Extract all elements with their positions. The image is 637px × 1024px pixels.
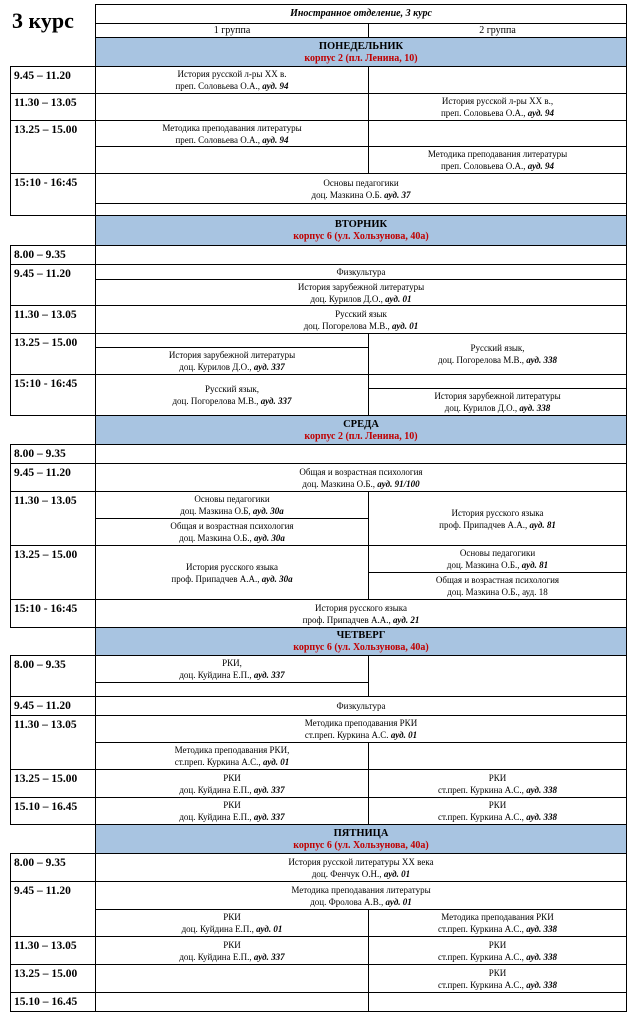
lesson-cell: Методика преподавания РКИ ст.преп. Куркина А.С., ауд. 338 xyxy=(369,910,627,937)
lesson-cell: Основы педагогики доц. Мазкина О.Б. ауд. 37 xyxy=(96,174,627,204)
day-header-friday xyxy=(96,825,627,854)
lesson-cell: Методика преподавания литературы преп. Соловьева О.А., ауд. 94 xyxy=(369,147,627,174)
time-slot: 13.25 – 15.00 xyxy=(11,770,96,798)
lesson-cell: РКИ, доц. Куйдина Е.П., ауд. 337 xyxy=(96,656,369,683)
time-slot: 11.30 – 13.05 xyxy=(11,492,96,546)
day-building: корпус 6 (ул. Хользунова, 40а) xyxy=(293,231,429,242)
corner-cell xyxy=(11,5,96,38)
day-name: СРЕДА xyxy=(343,418,379,430)
time-slot: 9.45 – 11.20 xyxy=(11,697,96,716)
lesson-cell: История русского языка проф. Припадчев А.А., ауд. 81 xyxy=(369,492,627,546)
lesson-cell: Основы педагогики доц. Мазкина О.Б., ауд. 81 xyxy=(369,546,627,573)
time-slot: 11.30 – 13.05 xyxy=(11,306,96,334)
day-building: корпус 2 (пл. Ленина, 10) xyxy=(304,430,418,442)
day-name: ПОНЕДЕЛЬНИК xyxy=(318,40,404,52)
lesson-cell: История русской литературы XX века доц. Фенчук О.Н., ауд. 01 xyxy=(96,854,627,882)
time-slot: 13.25 – 15.00 xyxy=(11,334,96,375)
lesson-cell: РКИ ст.преп. Куркина А.С., ауд. 338 xyxy=(369,937,627,965)
lesson-cell: РКИ доц. Куйдина Е.П., ауд. 337 xyxy=(96,798,369,825)
lesson-cell: История зарубежной литературы доц. Курилов Д.О., ауд. 337 xyxy=(96,348,369,375)
lesson-cell: Методика преподавания литературы доц. Фролова А.В., ауд. 01 xyxy=(96,882,627,910)
time-slot: 8.00 – 9.35 xyxy=(11,246,96,265)
lesson-cell: Русский язык, доц. Погорелова М.В., ауд. 338 xyxy=(369,334,627,375)
group-2-header: 2 группа xyxy=(369,24,627,38)
empty-cell xyxy=(96,204,627,216)
lesson-cell: Русский язык доц. Погорелова М.В., ауд. 01 xyxy=(96,306,627,334)
lesson-cell: РКИ доц. Куйдина Е.П., ауд. 337 xyxy=(96,937,369,965)
day-building: корпус 2 (пл. Ленина, 10) xyxy=(304,52,418,64)
lesson-cell: РКИ ст.преп. Куркина А.С., ауд. 338 xyxy=(369,965,627,993)
empty-cell xyxy=(96,147,369,174)
table-title: Иностранное отделение, 3 курс xyxy=(96,5,627,24)
lesson-cell: Основы педагогики доц. Мазкина О.Б, ауд. 30а xyxy=(96,492,369,519)
empty-cell xyxy=(96,965,369,993)
empty-cell xyxy=(369,743,627,770)
time-slot: 8.00 – 9.35 xyxy=(11,656,96,697)
lesson-cell: Физкультура xyxy=(96,265,627,280)
time-slot: 9.45 – 11.20 xyxy=(11,67,96,94)
lesson-cell: Методика преподавания литературы преп. Соловьева О.А., ауд. 94 xyxy=(96,121,369,147)
schedule-table xyxy=(10,4,627,1012)
lesson-cell: История зарубежной литературы доц. Курилов Д.О., ауд. 01 xyxy=(96,280,627,306)
empty-cell xyxy=(369,67,627,94)
day-name: ПЯТНИЦА xyxy=(333,827,389,839)
lesson-cell: РКИ ст.преп. Куркина А.С., ауд. 338 xyxy=(369,798,627,825)
time-slot: 15:10 - 16:45 xyxy=(11,375,96,416)
time-slot: 13.25 – 15.00 xyxy=(11,546,96,600)
day-header-monday xyxy=(96,38,627,67)
day-name: ВТОРНИК xyxy=(334,219,388,230)
lesson-cell: Физкультура xyxy=(96,697,627,716)
time-slot: 9.45 – 11.20 xyxy=(11,464,96,492)
time-slot: 11.30 – 13.05 xyxy=(11,94,96,121)
day-header-tuesday xyxy=(96,216,627,246)
day-header-wednesday xyxy=(96,416,627,445)
lesson-cell: Русский язык, доц. Погорелова М.В., ауд. 337 xyxy=(96,375,369,416)
time-slot: 15:10 - 16:45 xyxy=(11,600,96,628)
lesson-cell: Общая и возрастная психология доц. Мазкина О.Б., ауд. 18 xyxy=(369,573,627,600)
lesson-cell: История зарубежной литературы доц. Курилов Д.О., ауд. 338 xyxy=(369,389,627,416)
time-slot: 11.30 – 13.05 xyxy=(11,716,96,770)
empty-cell xyxy=(369,375,627,389)
day-building: корпус 6 (ул. Хользунова, 40а) xyxy=(293,839,429,851)
empty-cell xyxy=(369,993,627,1012)
day-building: корпус 6 (ул. Хользунова, 40а) xyxy=(293,642,429,653)
empty-cell xyxy=(96,246,627,265)
empty-cell xyxy=(369,656,627,697)
time-slot: 8.00 – 9.35 xyxy=(11,445,96,464)
time-slot: 15.10 – 16.45 xyxy=(11,993,96,1012)
lesson-cell: История русской л-ры XX в., преп. Соловьева О.А., ауд. 94 xyxy=(369,94,627,121)
day-header-thursday xyxy=(96,628,627,656)
lesson-cell: Методика преподавания РКИ, ст.преп. Куркина А.С., ауд. 01 xyxy=(96,743,369,770)
lesson-cell: Общая и возрастная психология доц. Мазкина О.Б., ауд. 30а xyxy=(96,519,369,546)
lesson-cell: РКИ доц. Куйдина Е.П., ауд. 337 xyxy=(96,770,369,798)
time-slot: 9.45 – 11.20 xyxy=(11,882,96,937)
lesson-cell: Методика преподавания РКИ ст.преп. Куркина А.С. ауд. 01 xyxy=(96,716,627,743)
group-1-header: 1 группа xyxy=(96,24,369,38)
empty-cell xyxy=(96,94,369,121)
lesson-cell: Общая и возрастная психология доц. Мазкина О.Б., ауд. 91/100 xyxy=(96,464,627,492)
empty-cell xyxy=(369,121,627,147)
time-slot: 15:10 - 16:45 xyxy=(11,174,96,216)
time-slot: 13.25 – 15.00 xyxy=(11,965,96,993)
time-slot: 9.45 – 11.20 xyxy=(11,265,96,306)
empty-cell xyxy=(96,683,369,697)
day-name: ЧЕТВЕРГ xyxy=(336,630,386,641)
lesson-cell: РКИ доц. Куйдина Е.П., ауд. 01 xyxy=(96,910,369,937)
time-slot: 15.10 – 16.45 xyxy=(11,798,96,825)
lesson-cell: История русского языка проф. Припадчев А.А., ауд. 21 xyxy=(96,600,627,628)
empty-cell xyxy=(96,334,369,348)
time-slot: 13.25 – 15.00 xyxy=(11,121,96,174)
empty-cell xyxy=(96,993,369,1012)
time-slot: 11.30 – 13.05 xyxy=(11,937,96,965)
lesson-cell: История русской л-ры XX в. преп. Соловьева О.А., ауд. 94 xyxy=(96,67,369,94)
time-slot: 8.00 – 9.35 xyxy=(11,854,96,882)
empty-cell xyxy=(96,445,627,464)
lesson-cell: История русского языка проф. Припадчев А.А., ауд. 30а xyxy=(96,546,369,600)
course-label: 3 курс xyxy=(12,8,74,33)
lesson-cell: РКИ ст.преп. Куркина А.С., ауд. 338 xyxy=(369,770,627,798)
